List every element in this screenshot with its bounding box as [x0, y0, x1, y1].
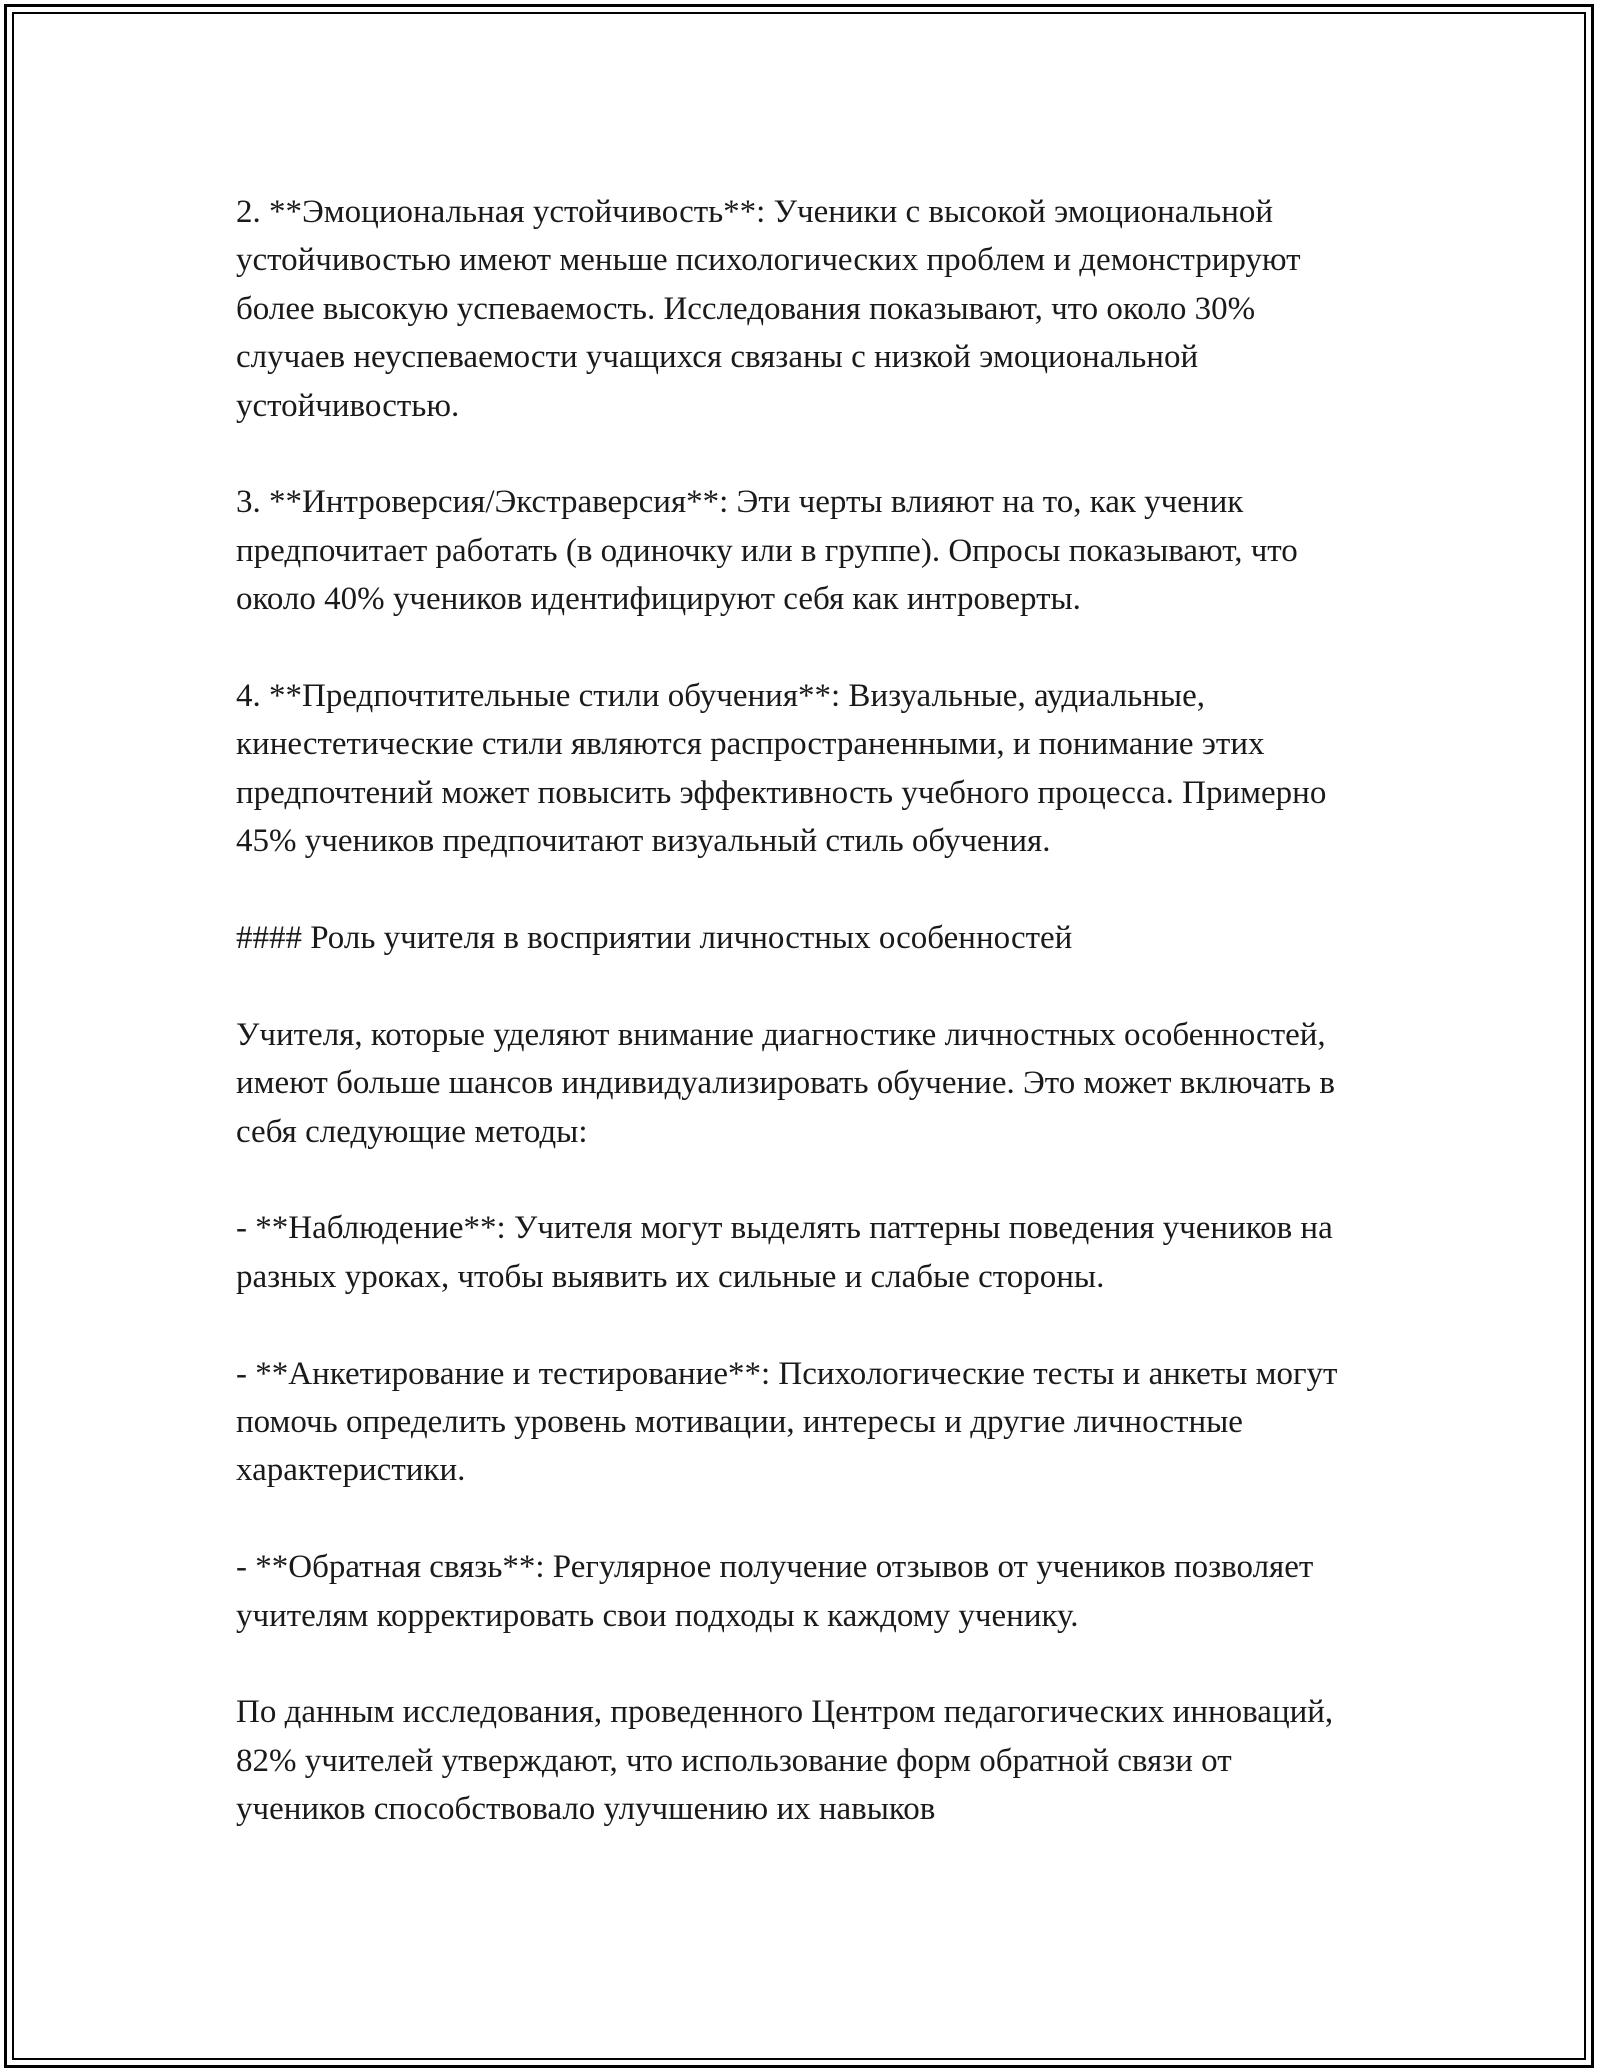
- paragraph-teacher-diagnostics: Учителя, которые уделяют внимание диагностике личностных особенностей, имеют больше шансов индивидуализировать обучение. Это может включать в себя следующие методы:: [236, 1016, 1335, 1150]
- bullet-questionnaires-testing: - **Анкетирование и тестирование**: Психологические тесты и анкеты могут помочь определить уровень мотивации, интересы и другие личностные характеристики.: [236, 1355, 1338, 1489]
- section-heading-teacher-role: #### Роль учителя в восприятии личностных особенностей: [236, 920, 1073, 957]
- bullet-observation: - **Наблюдение**: Учителя могут выделять паттерны поведения учеников на разных уроках, чтобы выявить их сильные и слабые стороны.: [236, 1210, 1333, 1295]
- bullet-feedback: - **Обратная связь**: Регулярное получение отзывов от учеников позволяет учителям корректировать свои подходы к каждому ученику.: [236, 1549, 1314, 1634]
- list-item-introversion-extraversion: 3. **Интроверсия/Экстраверсия**: Эти черты влияют на то, как ученик предпочитает работать (в одиночку или в группе). Опросы показывают, что около 40% учеников идентифицируют себя как интроверты.: [236, 484, 1298, 618]
- document-body: [236, 188, 1366, 1882]
- list-item-emotional-stability: 2. **Эмоциональная устойчивость**: Ученики с высокой эмоциональной устойчивостью имеют меньше психологических проблем и демонстрируют более высокую успеваемость. Исследования показывают, что около 30% случаев неуспеваемости учащихся связаны с низкой эмоциональной устойчивостью.: [236, 194, 1301, 424]
- paragraph-research-findings: По данным исследования, проведенного Центром педагогических инноваций, 82% учителей утверждают, что использование форм обратной связи от учеников способствовало улучшению их навыков: [236, 1694, 1334, 1828]
- list-item-learning-styles: 4. **Предпочтительные стили обучения**: Визуальные, аудиальные, кинестетические стили являются распространенными, и понимание этих предпочтений может повысить эффективность учебного процесса. Примерно 45% учеников предпочитают визуальный стиль обучения.: [236, 678, 1327, 860]
